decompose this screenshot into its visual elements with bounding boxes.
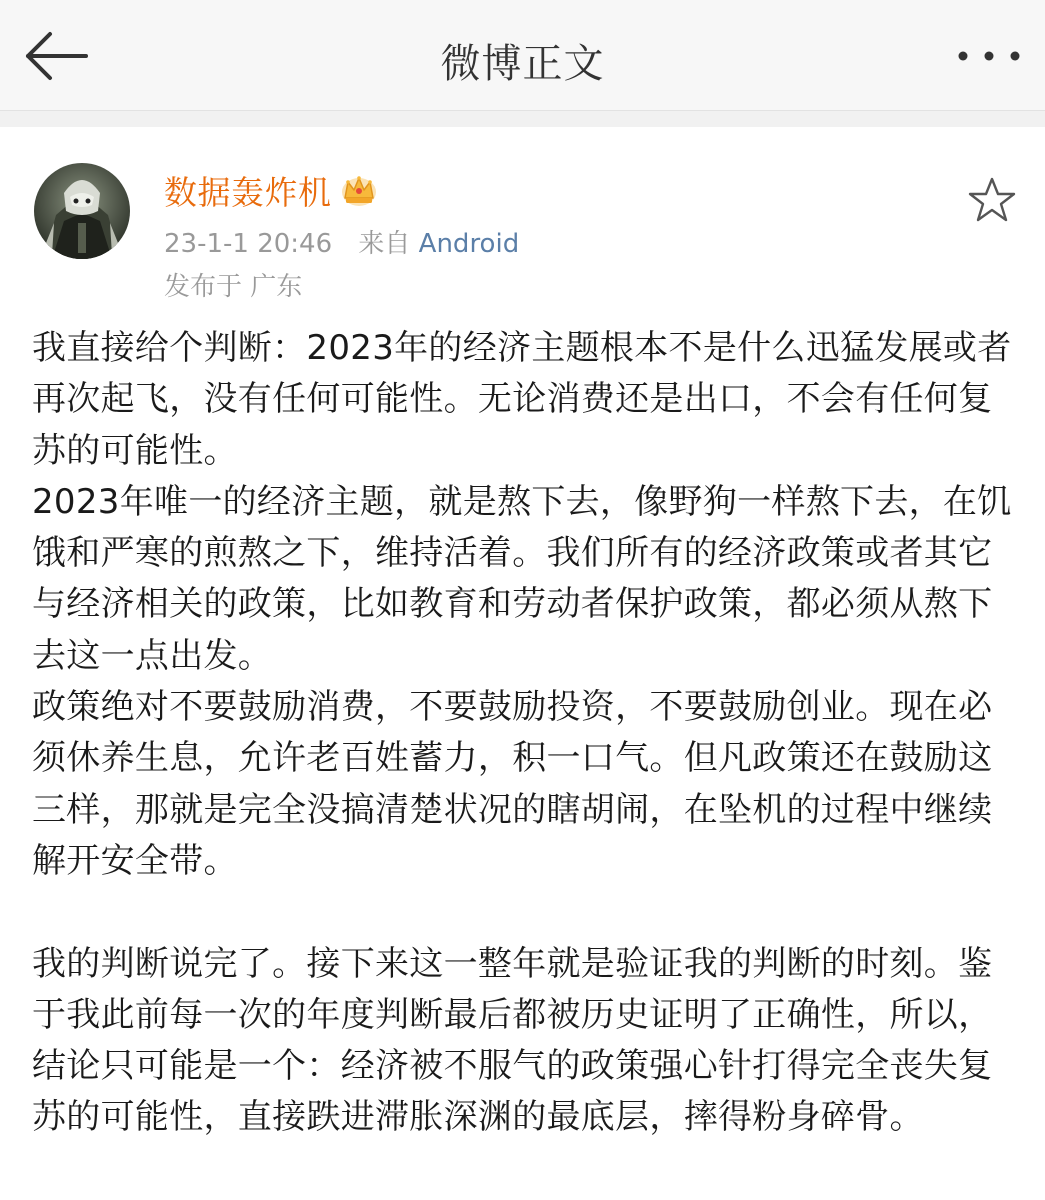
author-row: [164, 167, 378, 213]
more-dots-icon: [953, 38, 1025, 74]
avatar-image: [34, 163, 130, 259]
post-meta: [164, 223, 519, 260]
section-divider: [0, 111, 1045, 127]
post-paragraph: 2023年唯一的经济主题，就是熬下去，像野狗一样熬下去，在饥饿和严寒的煎熬之下，维持活着。我们所有的经济政策或者其它与经济相关的政策，比如教育和劳动者保护政策，都必须从熬下去这一点出发。: [32, 481, 1012, 676]
post-paragraph: 我直接给个判断：2023年的经济主题根本不是什么迅猛发展或者再次起飞，没有任何可能性。无论消费还是出口，不会有任何复苏的可能性。: [32, 328, 1012, 471]
post-location: 发布于 广东: [164, 272, 303, 302]
post-content: [32, 323, 1017, 1144]
post-time: 23-1-1 20:46: [164, 229, 333, 259]
crown-icon: [340, 172, 378, 208]
more-button[interactable]: [953, 38, 1025, 74]
post-paragraph-blank: [32, 887, 1017, 938]
page-title: 微博正文: [440, 41, 605, 87]
star-outline-icon: [966, 175, 1018, 225]
author-avatar[interactable]: [34, 163, 130, 259]
favorite-button[interactable]: [966, 175, 1018, 225]
source-prefix: 来自: [358, 229, 411, 259]
post-paragraph: 我的判断说完了。接下来这一整年就是验证我的判断的时刻。鉴于我此前每一次的年度判断最后都被历史证明了正确性，所以，结论只可能是一个：经济被不服气的政策强心针打得完全丧失复苏的可能性，直接跌进滞胀深渊的最底层，摔得粉身碎骨。: [32, 943, 993, 1138]
post-source-link[interactable]: Android: [418, 229, 520, 259]
post-paragraph: 政策绝对不要鼓励消费，不要鼓励投资，不要鼓励创业。现在必须休养生息，允许老百姓蓄力，积一口气。但凡政策还在鼓励这三样，那就是完全没搞清楚状况的瞎胡闹，在坠机的过程中继续解开安全带。: [32, 687, 993, 881]
weibo-post: [0, 127, 1045, 1200]
author-name[interactable]: 数据轰炸机: [164, 172, 332, 212]
top-navigation-bar: [0, 0, 1045, 111]
